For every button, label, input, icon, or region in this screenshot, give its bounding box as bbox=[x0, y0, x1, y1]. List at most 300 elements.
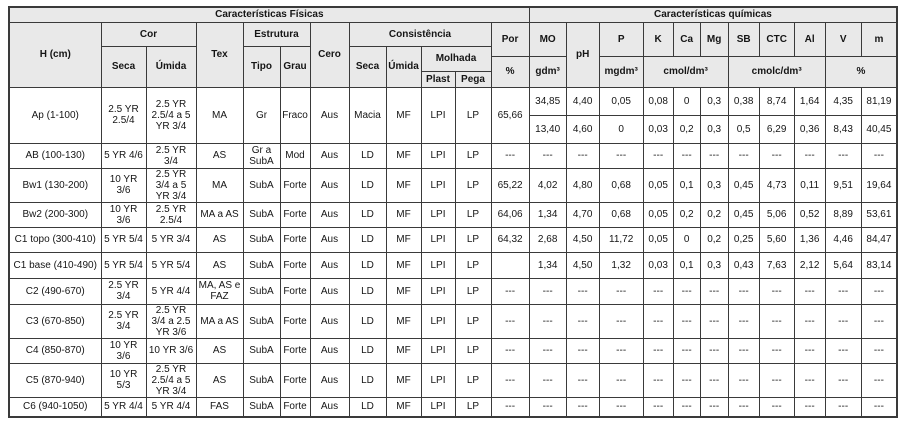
table-cell: 5 YR 4/4 bbox=[146, 278, 196, 304]
table-cell: 8,74 bbox=[759, 87, 794, 115]
table-cell: 0,43 bbox=[728, 252, 759, 278]
table-cell: LD bbox=[349, 278, 386, 304]
table-cell: --- bbox=[728, 143, 759, 168]
table-cell: --- bbox=[599, 363, 643, 397]
table-cell: 5 YR 3/4 bbox=[146, 227, 196, 252]
table-cell: 10 YR 5/3 bbox=[101, 363, 146, 397]
table-cell: --- bbox=[759, 338, 794, 363]
table-cell: AS bbox=[196, 252, 243, 278]
section-header-quimicas: Características químicas bbox=[529, 7, 897, 22]
table-cell: 0,25 bbox=[728, 227, 759, 252]
table-cell: --- bbox=[491, 363, 529, 397]
table-cell: MF bbox=[386, 363, 421, 397]
table-cell: 4,46 bbox=[825, 227, 861, 252]
table-cell: --- bbox=[673, 397, 700, 417]
table-cell: --- bbox=[825, 278, 861, 304]
table-cell: 2.5 YR 3/4 bbox=[146, 143, 196, 168]
table-cell: C1 base (410-490) bbox=[9, 252, 101, 278]
table-cell: 5,60 bbox=[759, 227, 794, 252]
table-cell: --- bbox=[794, 397, 825, 417]
table-cell: --- bbox=[861, 304, 897, 338]
table-cell: Aus bbox=[310, 278, 349, 304]
table-cell: --- bbox=[794, 304, 825, 338]
table-cell: 4,50 bbox=[566, 227, 599, 252]
table-cell: LPI bbox=[421, 87, 455, 143]
table-cell: 1,34 bbox=[529, 202, 566, 227]
table-cell: --- bbox=[861, 363, 897, 397]
table-cell: 2,12 bbox=[794, 252, 825, 278]
table-cell: 10 YR 3/6 bbox=[101, 202, 146, 227]
table-cell: --- bbox=[529, 397, 566, 417]
table-cell: Forte bbox=[280, 252, 310, 278]
table-cell: 0,3 bbox=[700, 252, 728, 278]
group-header-molhada: Molhada bbox=[421, 46, 491, 71]
table-cell: --- bbox=[529, 338, 566, 363]
table-header-row bbox=[9, 7, 897, 22]
table-cell: Forte bbox=[280, 227, 310, 252]
table-cell: --- bbox=[728, 304, 759, 338]
table-cell: --- bbox=[700, 278, 728, 304]
table-cell: 5,06 bbox=[759, 202, 794, 227]
table-cell: 2,68 bbox=[529, 227, 566, 252]
table-cell: LP bbox=[455, 304, 491, 338]
table-cell: LPI bbox=[421, 252, 455, 278]
table-cell bbox=[491, 252, 529, 278]
table-cell: 0,08 bbox=[643, 87, 673, 115]
col-header-tex: Tex bbox=[196, 22, 243, 87]
group-header-cor: Cor bbox=[101, 22, 196, 46]
unit-header-por: % bbox=[491, 56, 529, 87]
table-cell: MF bbox=[386, 304, 421, 338]
soil-characteristics-table bbox=[8, 6, 898, 418]
table-cell: --- bbox=[728, 363, 759, 397]
table-cell: LP bbox=[455, 87, 491, 143]
table-cell: AS bbox=[196, 143, 243, 168]
table-cell: --- bbox=[599, 304, 643, 338]
table-cell: 2.5 YR 2.5/4 bbox=[101, 87, 146, 143]
table-cell: LP bbox=[455, 143, 491, 168]
table-cell: Aus bbox=[310, 304, 349, 338]
table-cell: --- bbox=[599, 338, 643, 363]
table-cell: 0,2 bbox=[700, 227, 728, 252]
table-cell: 2.5 YR 3/4 bbox=[101, 304, 146, 338]
table-cell: LPI bbox=[421, 143, 455, 168]
table-cell: 0,2 bbox=[673, 115, 700, 143]
table-cell: 1,34 bbox=[529, 252, 566, 278]
table-cell: --- bbox=[700, 143, 728, 168]
table-cell: 0,05 bbox=[643, 202, 673, 227]
col-header-tipo: Tipo bbox=[243, 46, 280, 87]
table-cell: --- bbox=[566, 363, 599, 397]
table-cell: 4,35 bbox=[825, 87, 861, 115]
table-cell: Forte bbox=[280, 278, 310, 304]
table-cell: 0,05 bbox=[599, 87, 643, 115]
table-cell: 0,45 bbox=[728, 202, 759, 227]
table-row bbox=[9, 304, 897, 338]
table-cell: 1,32 bbox=[599, 252, 643, 278]
table-cell: 4,40 bbox=[566, 87, 599, 115]
table-cell: 8,43 bbox=[825, 115, 861, 143]
table-cell: SubA bbox=[243, 338, 280, 363]
table-cell: --- bbox=[759, 304, 794, 338]
table-cell: LD bbox=[349, 252, 386, 278]
table-cell: --- bbox=[566, 397, 599, 417]
table-cell: 0,03 bbox=[643, 115, 673, 143]
table-cell: Fraco bbox=[280, 87, 310, 143]
table-cell: 1,64 bbox=[794, 87, 825, 115]
table-cell: LP bbox=[455, 278, 491, 304]
table-cell: 0,05 bbox=[643, 227, 673, 252]
table-cell: Ap (1-100) bbox=[9, 87, 101, 143]
table-cell: --- bbox=[529, 143, 566, 168]
section-header-fisicas: Características Físicas bbox=[9, 7, 529, 22]
table-cell: --- bbox=[529, 363, 566, 397]
table-cell: SubA bbox=[243, 252, 280, 278]
table-cell: 13,40 bbox=[529, 115, 566, 143]
table-cell: Aus bbox=[310, 202, 349, 227]
col-header-p: P bbox=[599, 22, 643, 56]
table-cell: C4 (850-870) bbox=[9, 338, 101, 363]
col-header-ca: Ca bbox=[673, 22, 700, 56]
table-cell: --- bbox=[759, 143, 794, 168]
table-cell: --- bbox=[529, 304, 566, 338]
col-header-pega: Pega bbox=[455, 71, 491, 87]
table-cell: SubA bbox=[243, 168, 280, 202]
table-cell: --- bbox=[759, 397, 794, 417]
table-cell: MF bbox=[386, 397, 421, 417]
table-cell: --- bbox=[491, 143, 529, 168]
col-header-cor-seca: Seca bbox=[101, 46, 146, 87]
table-cell: MA a AS bbox=[196, 304, 243, 338]
table-cell: --- bbox=[825, 304, 861, 338]
table-row bbox=[9, 338, 897, 363]
table-cell: 5 YR 4/4 bbox=[146, 397, 196, 417]
table-cell: C6 (940-1050) bbox=[9, 397, 101, 417]
table-cell: --- bbox=[673, 363, 700, 397]
col-header-h: H (cm) bbox=[9, 22, 101, 87]
table-cell: MF bbox=[386, 278, 421, 304]
table-cell: Aus bbox=[310, 397, 349, 417]
table-cell: C3 (670-850) bbox=[9, 304, 101, 338]
table-cell: 0,3 bbox=[700, 87, 728, 115]
table-cell: 2.5 YR 2.5/4 a 5 YR 3/4 bbox=[146, 363, 196, 397]
table-cell: 2.5 YR 2.5/4 a 5 YR 3/4 bbox=[146, 87, 196, 143]
table-cell: --- bbox=[643, 363, 673, 397]
table-cell: MA, AS e FAZ bbox=[196, 278, 243, 304]
table-cell: 0,11 bbox=[794, 168, 825, 202]
table-cell: 2.5 YR 3/4 a 2.5 YR 3/6 bbox=[146, 304, 196, 338]
table-cell: --- bbox=[566, 304, 599, 338]
table-cell: MF bbox=[386, 202, 421, 227]
table-cell: --- bbox=[643, 397, 673, 417]
table-cell: --- bbox=[794, 363, 825, 397]
table-cell: LD bbox=[349, 202, 386, 227]
table-cell: --- bbox=[700, 338, 728, 363]
table-cell: Aus bbox=[310, 363, 349, 397]
table-cell: 0,38 bbox=[728, 87, 759, 115]
table-cell: 0 bbox=[599, 115, 643, 143]
table-cell: 65,22 bbox=[491, 168, 529, 202]
col-header-grau: Grau bbox=[280, 46, 310, 87]
table-cell: 65,66 bbox=[491, 87, 529, 143]
table-cell: --- bbox=[861, 278, 897, 304]
table-cell: --- bbox=[491, 304, 529, 338]
table-cell: LPI bbox=[421, 363, 455, 397]
table-cell: Forte bbox=[280, 338, 310, 363]
table-cell: C5 (870-940) bbox=[9, 363, 101, 397]
table-cell: LD bbox=[349, 304, 386, 338]
table-cell: 0,45 bbox=[728, 168, 759, 202]
table-cell: 0 bbox=[673, 87, 700, 115]
table-cell: --- bbox=[700, 397, 728, 417]
table-cell: 8,89 bbox=[825, 202, 861, 227]
table-cell: SubA bbox=[243, 227, 280, 252]
table-cell: 4,50 bbox=[566, 252, 599, 278]
table-cell: 5 YR 4/6 bbox=[101, 143, 146, 168]
table-cell: AS bbox=[196, 363, 243, 397]
table-cell: LD bbox=[349, 397, 386, 417]
table-cell: --- bbox=[759, 278, 794, 304]
table-cell: --- bbox=[643, 143, 673, 168]
unit-header-k-ca-mg: cmol/dm³ bbox=[643, 56, 728, 87]
group-header-estrutura: Estrutura bbox=[243, 22, 310, 46]
table-cell: MF bbox=[386, 168, 421, 202]
col-header-k: K bbox=[643, 22, 673, 56]
table-cell: --- bbox=[599, 143, 643, 168]
table-cell: 4,60 bbox=[566, 115, 599, 143]
table-cell: Forte bbox=[280, 168, 310, 202]
table-cell: Mod bbox=[280, 143, 310, 168]
table-cell: SubA bbox=[243, 278, 280, 304]
col-header-ph: pH bbox=[566, 22, 599, 87]
table-cell: LD bbox=[349, 363, 386, 397]
table-cell: 4,73 bbox=[759, 168, 794, 202]
table-cell: C2 (490-670) bbox=[9, 278, 101, 304]
col-header-mg: Mg bbox=[700, 22, 728, 56]
table-cell: --- bbox=[673, 304, 700, 338]
table-cell: --- bbox=[825, 143, 861, 168]
table-cell: LP bbox=[455, 338, 491, 363]
table-row bbox=[9, 227, 897, 252]
table-row bbox=[9, 87, 897, 115]
table-cell: --- bbox=[794, 143, 825, 168]
table-cell: AS bbox=[196, 227, 243, 252]
table-cell: --- bbox=[599, 278, 643, 304]
table-cell: 2.5 YR 3/4 a 5 YR 3/4 bbox=[146, 168, 196, 202]
table-cell: 34,85 bbox=[529, 87, 566, 115]
table-cell: LD bbox=[349, 227, 386, 252]
table-cell: 5 YR 4/4 bbox=[101, 397, 146, 417]
table-cell: Aus bbox=[310, 252, 349, 278]
table-cell: Forte bbox=[280, 363, 310, 397]
table-cell: 84,47 bbox=[861, 227, 897, 252]
unit-header-sb-ctc-al: cmolc/dm³ bbox=[728, 56, 825, 87]
table-cell: --- bbox=[491, 397, 529, 417]
table-cell: 1,36 bbox=[794, 227, 825, 252]
table-cell: 2.5 YR 3/4 bbox=[101, 278, 146, 304]
table-cell: --- bbox=[700, 363, 728, 397]
table-cell: 0,68 bbox=[599, 168, 643, 202]
table-cell: --- bbox=[643, 338, 673, 363]
table-cell: AS bbox=[196, 338, 243, 363]
table-cell: --- bbox=[673, 143, 700, 168]
table-row bbox=[9, 278, 897, 304]
table-cell: 0,2 bbox=[673, 202, 700, 227]
table-cell: 11,72 bbox=[599, 227, 643, 252]
table-cell: 0,05 bbox=[643, 168, 673, 202]
col-header-plast: Plast bbox=[421, 71, 455, 87]
table-cell: LD bbox=[349, 338, 386, 363]
table-cell: 4,70 bbox=[566, 202, 599, 227]
col-header-sb: SB bbox=[728, 22, 759, 56]
col-header-cero: Cero bbox=[310, 22, 349, 87]
col-header-al: Al bbox=[794, 22, 825, 56]
table-cell: 6,29 bbox=[759, 115, 794, 143]
table-cell: 5 YR 5/4 bbox=[101, 227, 146, 252]
table-cell: MF bbox=[386, 252, 421, 278]
table-row bbox=[9, 202, 897, 227]
table-cell: 0,52 bbox=[794, 202, 825, 227]
table-cell: MF bbox=[386, 87, 421, 143]
table-cell: Bw2 (200-300) bbox=[9, 202, 101, 227]
table-cell: --- bbox=[566, 338, 599, 363]
table-cell: --- bbox=[759, 363, 794, 397]
table-row bbox=[9, 252, 897, 278]
table-cell: Gr a SubA bbox=[243, 143, 280, 168]
col-header-m: m bbox=[861, 22, 897, 56]
table-cell: --- bbox=[643, 304, 673, 338]
table-cell: --- bbox=[529, 278, 566, 304]
table-cell: 4,02 bbox=[529, 168, 566, 202]
table-cell: 9,51 bbox=[825, 168, 861, 202]
table-cell: Forte bbox=[280, 397, 310, 417]
table-row bbox=[9, 397, 897, 417]
table-cell: MF bbox=[386, 143, 421, 168]
table-cell: 0,1 bbox=[673, 168, 700, 202]
table-cell: --- bbox=[825, 338, 861, 363]
col-header-cons-seca: Seca bbox=[349, 46, 386, 87]
table-cell: AB (100-130) bbox=[9, 143, 101, 168]
table-cell: 19,64 bbox=[861, 168, 897, 202]
table-cell: LP bbox=[455, 227, 491, 252]
table-cell: 5,64 bbox=[825, 252, 861, 278]
table-cell: MF bbox=[386, 338, 421, 363]
table-cell: 5 YR 5/4 bbox=[101, 252, 146, 278]
unit-header-p: mgdm³ bbox=[599, 56, 643, 87]
table-cell: --- bbox=[673, 338, 700, 363]
table-cell: --- bbox=[566, 278, 599, 304]
table-cell: 83,14 bbox=[861, 252, 897, 278]
table-cell: LPI bbox=[421, 202, 455, 227]
table-cell: 64,06 bbox=[491, 202, 529, 227]
table-cell: SubA bbox=[243, 202, 280, 227]
table-cell: --- bbox=[566, 143, 599, 168]
table-cell: 0,2 bbox=[700, 202, 728, 227]
table-cell: MF bbox=[386, 227, 421, 252]
table-cell: 0,3 bbox=[700, 115, 728, 143]
table-cell: MA bbox=[196, 168, 243, 202]
table-cell: --- bbox=[700, 304, 728, 338]
table-cell: FAS bbox=[196, 397, 243, 417]
table-cell: Forte bbox=[280, 202, 310, 227]
table-cell: 7,63 bbox=[759, 252, 794, 278]
table-cell: Aus bbox=[310, 338, 349, 363]
table-cell: 81,19 bbox=[861, 87, 897, 115]
table-cell: 0,68 bbox=[599, 202, 643, 227]
table-cell: LD bbox=[349, 143, 386, 168]
table-cell: --- bbox=[794, 338, 825, 363]
table-cell: --- bbox=[491, 338, 529, 363]
table-cell: SubA bbox=[243, 363, 280, 397]
col-header-cor-umida: Úmida bbox=[146, 46, 196, 87]
table-cell: 4,80 bbox=[566, 168, 599, 202]
table-cell: --- bbox=[861, 338, 897, 363]
table-cell: 0 bbox=[673, 227, 700, 252]
table-cell: LPI bbox=[421, 227, 455, 252]
table-cell: Aus bbox=[310, 87, 349, 143]
table-cell: Aus bbox=[310, 143, 349, 168]
table-cell: 40,45 bbox=[861, 115, 897, 143]
table-cell: LP bbox=[455, 168, 491, 202]
table-cell: --- bbox=[825, 397, 861, 417]
table-cell: 10 YR 3/6 bbox=[101, 168, 146, 202]
table-cell: --- bbox=[825, 363, 861, 397]
table-cell: 64,32 bbox=[491, 227, 529, 252]
table-cell: LPI bbox=[421, 278, 455, 304]
table-cell: Bw1 (130-200) bbox=[9, 168, 101, 202]
table-cell: C1 topo (300-410) bbox=[9, 227, 101, 252]
table-cell: SubA bbox=[243, 397, 280, 417]
unit-header-mo: gdm³ bbox=[529, 56, 566, 87]
table-cell: LPI bbox=[421, 168, 455, 202]
table-cell: --- bbox=[728, 278, 759, 304]
table-cell: Aus bbox=[310, 168, 349, 202]
table-cell: Gr bbox=[243, 87, 280, 143]
table-cell: --- bbox=[861, 397, 897, 417]
table-cell: 10 YR 3/6 bbox=[146, 338, 196, 363]
table-cell: 10 YR 3/6 bbox=[101, 338, 146, 363]
group-header-consistencia: Consistência bbox=[349, 22, 491, 46]
table-cell: LP bbox=[455, 202, 491, 227]
table-cell: LD bbox=[349, 168, 386, 202]
table-cell: MA bbox=[196, 87, 243, 143]
col-header-por: Por bbox=[491, 22, 529, 56]
table-cell: LPI bbox=[421, 304, 455, 338]
table-header-row bbox=[9, 22, 897, 46]
table-row bbox=[9, 363, 897, 397]
unit-header-v-m: % bbox=[825, 56, 897, 87]
table-cell: --- bbox=[673, 278, 700, 304]
table-cell: 5 YR 5/4 bbox=[146, 252, 196, 278]
col-header-ctc: CTC bbox=[759, 22, 794, 56]
table-cell: Forte bbox=[280, 304, 310, 338]
table-cell: --- bbox=[491, 278, 529, 304]
table-cell: 0,1 bbox=[673, 252, 700, 278]
table-row bbox=[9, 143, 897, 168]
col-header-cons-umida: Úmida bbox=[386, 46, 421, 87]
table-cell: --- bbox=[728, 338, 759, 363]
col-header-v: V bbox=[825, 22, 861, 56]
table-row bbox=[9, 168, 897, 202]
table-cell: Macia bbox=[349, 87, 386, 143]
table-cell: LPI bbox=[421, 397, 455, 417]
table-cell: 0,03 bbox=[643, 252, 673, 278]
table-cell: LPI bbox=[421, 338, 455, 363]
col-header-mo: MO bbox=[529, 22, 566, 56]
table-cell: --- bbox=[728, 397, 759, 417]
table-cell: LP bbox=[455, 252, 491, 278]
table-cell: --- bbox=[794, 278, 825, 304]
